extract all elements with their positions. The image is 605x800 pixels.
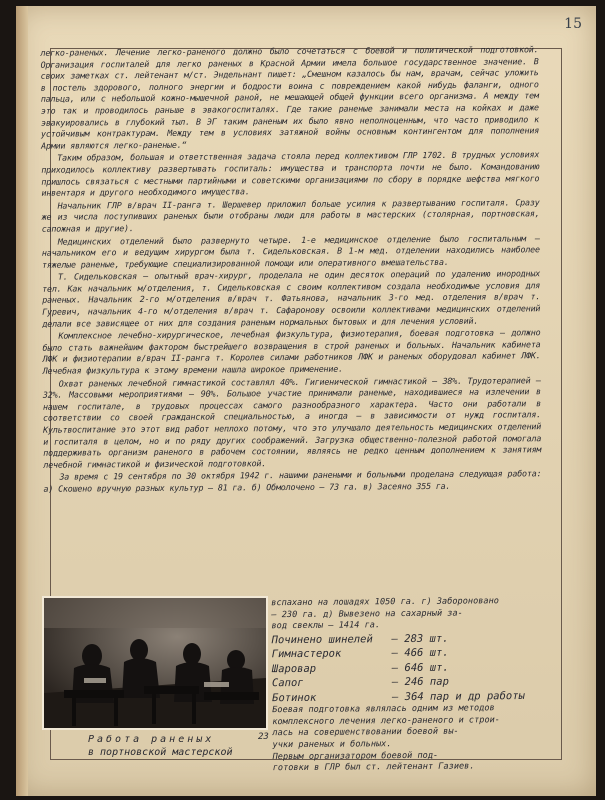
paragraph-7: Охват раненых лечебной гимнастикой составлял 40%. Гигиенической гимнастикой — 38%. Трудотерапией — 32%. Массовыми мероприятиями — 90%. Большое участие принимали раненые, находившиеся на излечении в нашем госпитале, в трудовых процессах самого разнообразного характера. Часто они работали в соответствии со своей гражданской специальностью, а иногда — в зависимости от нужд госпиталя. Культвоспитание это этот вид работ неплохо потому, что это улучшало деятельность медицинских отделений и госпиталя в целом, но и по рядy других соображений. Загрузка общественно-полезной работой помогала поддерживать организм раненого в рабочем состоянии, являясь не редко ценным дополнением к занятиям лечебной гимнастикой и физической подготовкой. — [42, 374, 542, 470]
right-column-text — [271, 596, 545, 775]
paragraph-8: За время с 19 сентября по 30 октября 1942 г. нашими ранеными и больными проделана следующая работа: а) Скошено вручную разных культур — 81 га. б) Обмолочено — 73 га. в) Засеяно 355 га. — [43, 468, 542, 494]
supply-name: Гимнастерок — [271, 647, 342, 661]
supply-value: — 283 шт. — [391, 632, 449, 645]
photo-caption — [88, 732, 269, 759]
closing-line: готовки в ГЛР был ст. лейтенант Газиев. — [272, 761, 475, 774]
closing-line: комплексного лечения легко-раненого и строи- — [272, 715, 501, 728]
paragraph-3: Начальник ГЛР в/врач II-ранга т. Шершевер приложил больше усилия к развертыванию госпиталя. Сразу же из числа поступивших раненых были отобраны люди для работы в мастерских (столярная, портновская, сапожная и другие). — [41, 196, 540, 234]
supply-value: — 364 пар и др работы — [392, 689, 525, 703]
closing-line: Первым организатором боевой под- — [272, 750, 439, 762]
photo-caption-line-1: Работа раненых — [88, 734, 215, 745]
paragraph-5: Т. Сидельковская — опытный врач-хирург, проделала не один десяток операций по удалению инородных тел. Как начальник м/отделения, т. Сидельковская с своим коллективом создала необходимые условия для раненых. Начальник 2-го м/отделения в/врач т. Фатьянова, начальник 3-го мед. отделения в/врач т. Гуревич, начальник 4-го м/отделения в/врач т. Сафаронову освоили коллективами медицинских отделений делали все зависящее от них для создания раненым нормальных бытовых и для лечения условий. — [42, 268, 541, 329]
closing-line: учки раненых и больных. — [272, 739, 392, 751]
supply-name: Шаровар — [271, 662, 317, 675]
supply-value: — 246 пар — [391, 675, 449, 689]
workshop-photo-image — [44, 598, 266, 728]
paragraph-2: Таким образом, большая и ответственная задача стояла перед коллективом ГЛР 1702. В трудных условиях приходилось коллективу развертывать госпиталь: имущества и транспорта почти не было. Командованию пришлось связаться с местными партийными и советскими организациями по сбору в порядке шефства мягкого инвентаря и другого необходимого имущества. — [41, 149, 540, 198]
continuation-line: вод свеклы — 1414 га. — [271, 620, 381, 632]
paragraph-4: Медицинских отделений было развернуто четыре. 1-е медицинское отделение было госпитальным — начальником его и ведущим хирургом была т. Сидельковская. В 1-м мед. отделении находились наиболее тяжелые раненые, требующие специализированной помощи или оперативного вмешательства. — [41, 232, 540, 270]
page-binding — [16, 6, 28, 796]
supply-name: Ботинок — [272, 691, 317, 704]
closing-line: Боевая подготовка являлась одним из методов — [272, 703, 495, 716]
workshop-photo — [44, 598, 266, 728]
paragraph-6: Комплексное лечебно-хирургическое, лечебная физкультура, физиотерапия, боевая подготовка — должно было стать важнейшим фактором быстрейшего возвращения в строй раненых и больных. Начальник кабинета ЛФК и физиотерапии в/врач II-ранга т. Королев силами работников ЛФК и раненых оборудовал кабинет ЛФК. Лечебная физкультура к этому времени нашла широкое применение. — [42, 327, 541, 376]
supply-value: — 466 шт. — [391, 646, 449, 660]
supply-value: — 646 шт. — [391, 661, 449, 674]
photo-number: 23 — [258, 732, 269, 742]
supply-name: Сапог — [271, 677, 304, 690]
supply-name: Починено шинелей — [271, 633, 373, 646]
continuation-line: — 230 га. д) Вывезено на сахарный за- — [271, 608, 463, 620]
typed-text-block — [40, 44, 541, 496]
continuation-line: вспахано на лошадях 1050 га. г) Заборонованo — [271, 596, 499, 609]
page-number: 15 — [564, 16, 582, 32]
supply-row — [272, 689, 544, 706]
paragraph-1: легко-раненых. Лечение легко-раненого должно было сочетаться с боевой и политической подготовкой. Организация госпиталей для легко раненых в Красной Армии имела большое государственное значение. В своих заметках ст. лейтенант м/ст. Эндельнант пишет: „Смешном казалось бы нам, врачам, сейчас уложить в постель здорового, полного энергии и бодрости воина с повреждением какой нибудь фаланги, одного пальца, или с небольшой кожно-мышечной раной, не мешающей общей функции всего организма. А между тем это так и проводилось раньше в эвакогоспиталях. Где такие раненые занимали места на койках и даже эвакуировались в глубокий тыл. В ЭГ таким раненым их было явно неполноценным, что часто приводило к устойчивым контрактурам. Между тем в условиях затяжной войны основным контингентом для пополнения Армии являются легко-раненые.“ — [40, 44, 540, 151]
closing-line: лась на совершенствовании боевой вы- — [272, 727, 459, 739]
photo-caption-line-2: в портновской мастерской — [88, 747, 233, 758]
